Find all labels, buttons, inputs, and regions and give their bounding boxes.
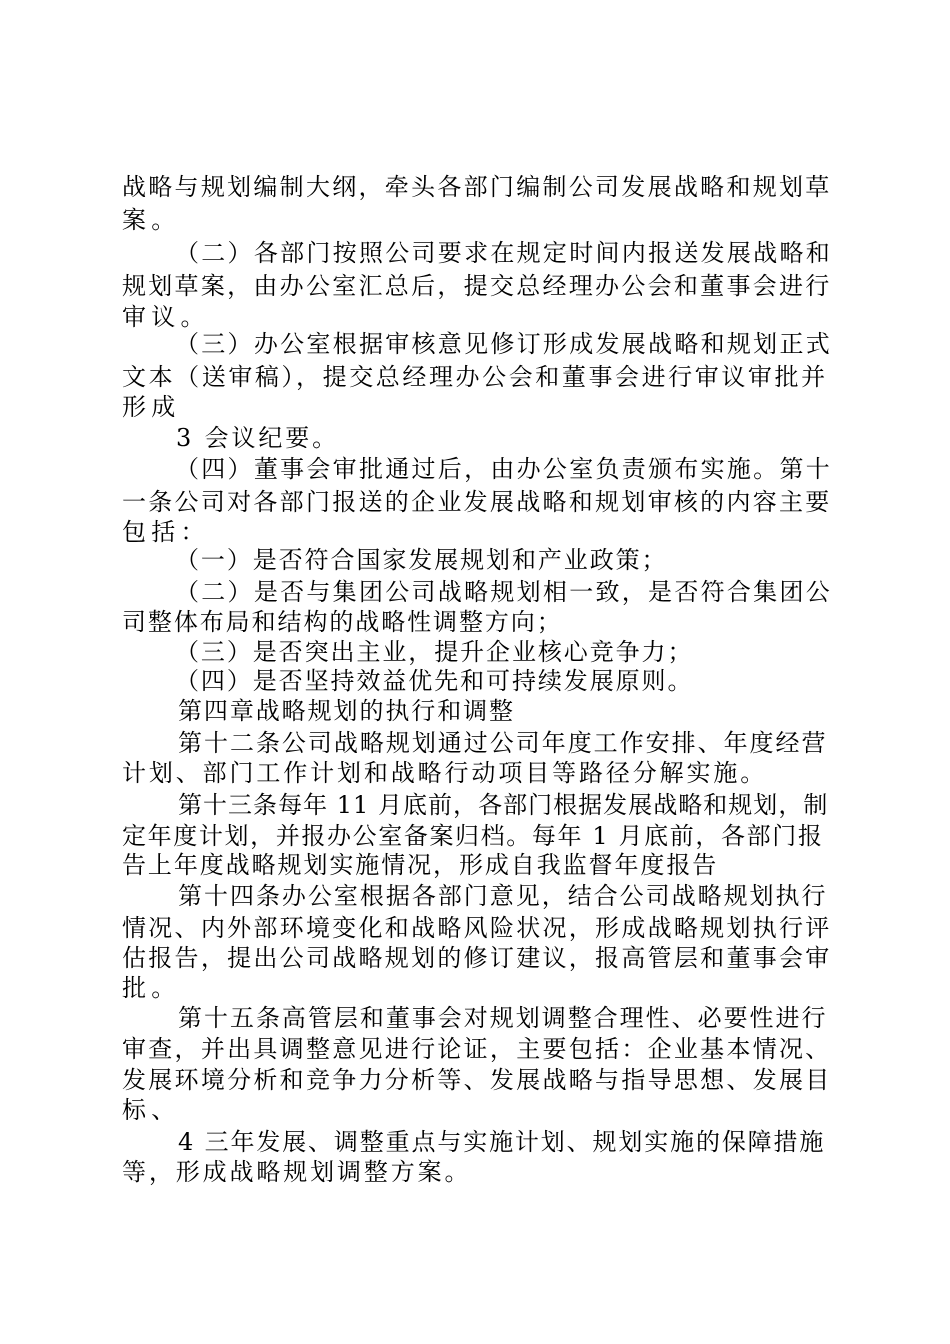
text-line: （三）办公室根据审核意见修订形成发展战略和规划正式 bbox=[175, 330, 832, 358]
text-line: 包括： bbox=[122, 518, 210, 546]
text-line: 第十四条办公室根据各部门意见，结合公司战略规划执行 bbox=[178, 882, 828, 910]
text-line: 审查，并出具调整意见进行论证，主要包括：企业基本情况、 bbox=[122, 1035, 832, 1063]
text-line: 定年度计划，并报办公室备案归档。每年 1 月底前，各部门报 bbox=[122, 822, 824, 850]
text-line: 计划、部门工作计划和战略行动项目等路径分解实施。 bbox=[122, 759, 768, 787]
text-line: 等，形成战略规划调整方案。 bbox=[122, 1158, 472, 1186]
text-line: 形成 bbox=[122, 393, 181, 421]
text-line: 发展环境分析和竞争力分析等、发展战略与指导思想、发展目 bbox=[122, 1066, 832, 1094]
text-line: （二）是否与集团公司战略规划相一致，是否符合集团公 bbox=[175, 578, 832, 606]
text-line: 情况、内外部环境变化和战略风险状况，形成战略规划执行评 bbox=[122, 914, 832, 942]
chapter-heading: 第四章战略规划的执行和调整 bbox=[178, 697, 515, 725]
text-line: 文本（送审稿），提交总经理办公会和董事会进行审议审批并 bbox=[122, 363, 828, 391]
text-line: 司整体布局和结构的战略性调整方向； bbox=[122, 608, 563, 636]
text-line: 第十五条高管层和董事会对规划调整合理性、必要性进行 bbox=[178, 1004, 828, 1032]
text-line: （四）董事会审批通过后，由办公室负责颁布实施。第十 bbox=[175, 455, 832, 483]
text-line: （一）是否符合国家发展规划和产业政策； bbox=[175, 546, 668, 574]
text-line: （四）是否坚持效益优先和可持续发展原则。 bbox=[175, 667, 694, 695]
text-line: 3 会议纪要。 bbox=[176, 424, 340, 452]
text-line: （三）是否突出主业，提升企业核心竞争力； bbox=[175, 638, 694, 666]
text-line: 战略与规划编制大纲，牵头各部门编制公司发展战略和规划草 bbox=[122, 173, 832, 201]
text-line: 一条公司对各部门报送的企业发展战略和规划审核的内容主要 bbox=[122, 488, 832, 516]
text-line: 告上年度战略规划实施情况，形成自我监督年度报告 bbox=[122, 851, 719, 879]
text-line: 案。 bbox=[122, 206, 181, 234]
text-line: 估报告，提出公司战略规划的修订建议，报高管层和董事会审 bbox=[122, 944, 832, 972]
text-line: 批。 bbox=[122, 974, 181, 1002]
text-line: 审议。 bbox=[122, 303, 210, 331]
text-line: 第十二条公司战略规划通过公司年度工作安排、年度经营 bbox=[178, 729, 828, 757]
text-line: 规划草案，由办公室汇总后，提交总经理办公会和董事会进行 bbox=[122, 272, 832, 300]
text-line: 第十三条每年 11 月底前，各部门根据发展战略和规划，制 bbox=[178, 791, 829, 819]
text-line: 4 三年发展、调整重点与实施计划、规划实施的保障措施 bbox=[178, 1128, 826, 1156]
text-line: （二）各部门按照公司要求在规定时间内报送发展战略和 bbox=[175, 239, 832, 267]
text-line: 标、 bbox=[122, 1096, 181, 1124]
